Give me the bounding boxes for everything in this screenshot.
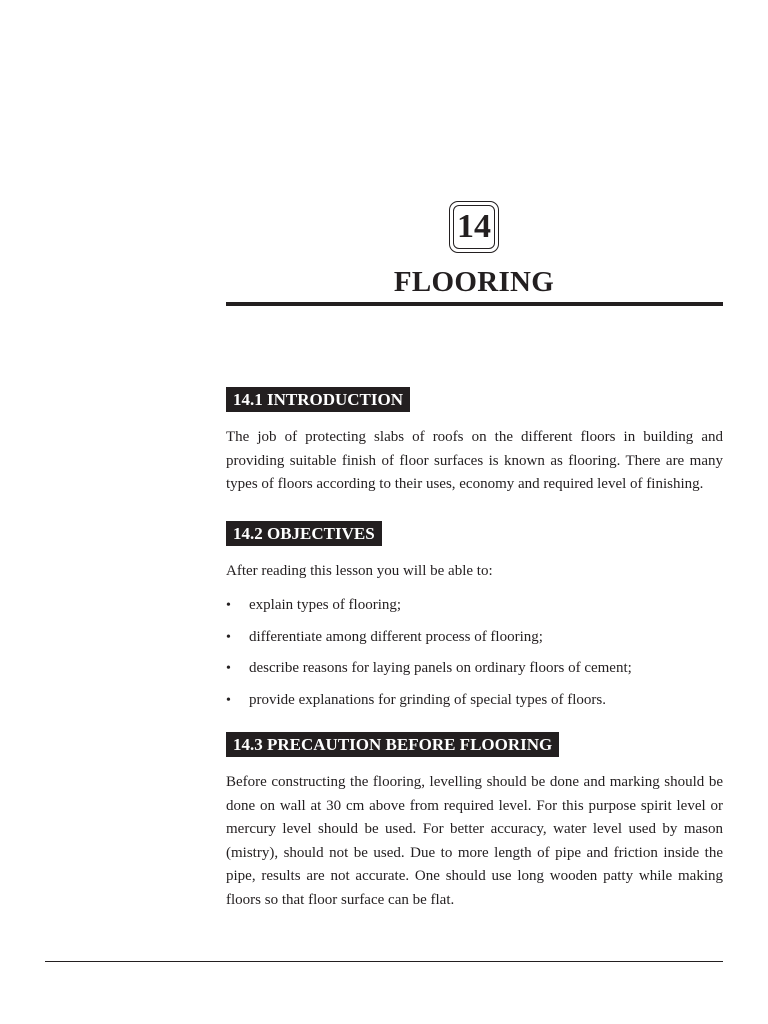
section-heading-precaution: 14.3 PRECAUTION BEFORE FLOORING xyxy=(226,732,559,757)
list-item-text: describe reasons for laying panels on ordinary floors of cement; xyxy=(249,660,632,676)
chapter-number: 14 xyxy=(453,205,495,249)
section-heading-objectives: 14.2 OBJECTIVES xyxy=(226,521,382,546)
precaution-paragraph: Before constructing the flooring, levelling should be done and marking should be done on wall at 30 cm above from required level. For this purpose spirit level or mercury level should be used. For better accuracy, water level used by mason (mistry), should not be used. Due to more length of pipe and friction inside the pipe, results are not accurate. One should use long wooden patty while making floors so that floor surface can be flat. xyxy=(226,774,723,908)
list-item xyxy=(226,626,723,658)
bullet-icon: • xyxy=(226,598,231,613)
title-rule xyxy=(226,302,723,306)
chapter-number-badge xyxy=(449,201,499,253)
objectives-intro: After reading this lesson you will be able to: xyxy=(226,563,493,579)
footer-rule xyxy=(45,961,723,962)
objectives-list xyxy=(226,594,723,720)
chapter-title: FLOORING xyxy=(393,266,555,298)
bullet-icon: • xyxy=(226,629,231,645)
list-item xyxy=(226,689,723,721)
introduction-paragraph: The job of protecting slabs of roofs on the different floors in building and providing suitable finish of floor surfaces is known as flooring. There are many types of floors according to their uses, economy and required level of finishing. xyxy=(226,429,723,492)
list-item-text: explain types of flooring; xyxy=(249,597,402,613)
bullet-icon: • xyxy=(226,692,231,708)
list-item-text: provide explanations for grinding of special types of floors. xyxy=(249,691,606,708)
list-item-text: differentiate among different process of flooring; xyxy=(249,628,543,645)
section-heading-introduction: 14.1 INTRODUCTION xyxy=(226,387,410,412)
list-item xyxy=(226,657,723,689)
bullet-icon: • xyxy=(226,661,231,676)
list-item xyxy=(226,594,723,626)
